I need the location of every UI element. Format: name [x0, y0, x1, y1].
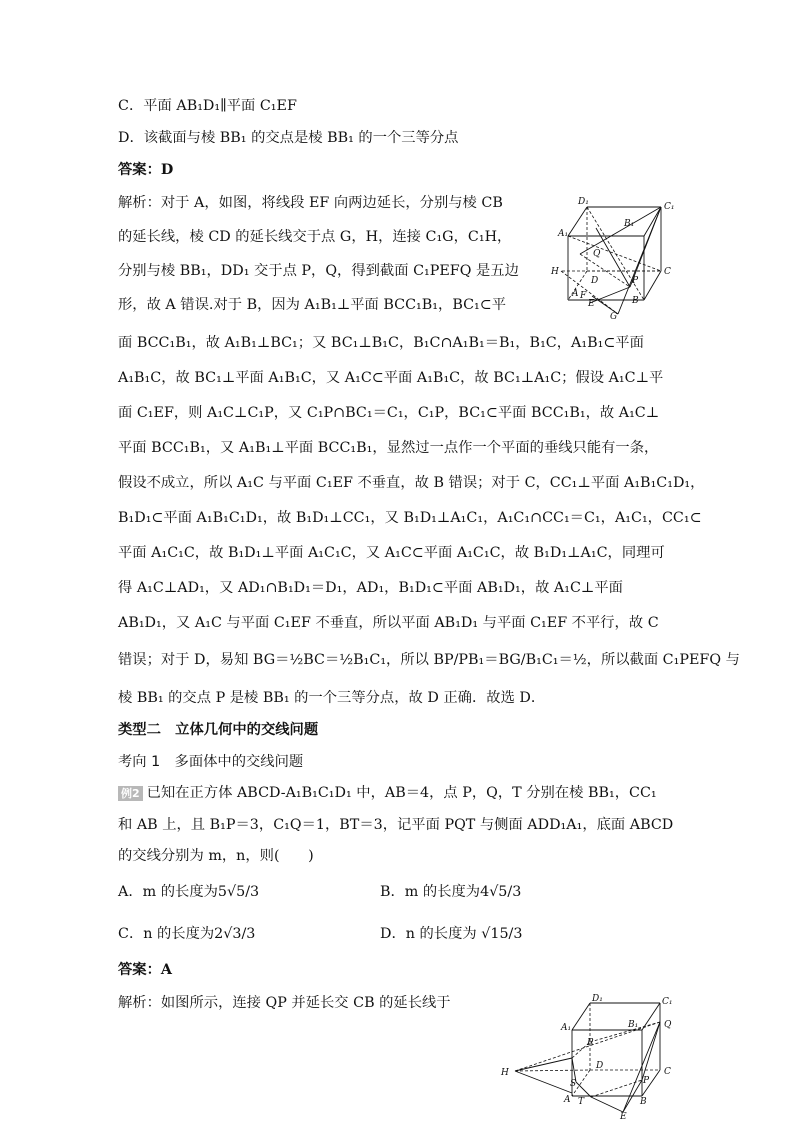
- fig2-label-b: B: [640, 1097, 647, 1107]
- option-d-text: D．该截面与棱 BB₁ 的交点是棱 BB₁ 的一个三等分点: [118, 130, 459, 146]
- solution-line-12: 得 A₁C⊥AD₁，又 AD₁∩B₁D₁＝D₁，AD₁，B₁D₁⊂平面 AB₁D₁，故 A₁C⊥平面: [118, 580, 623, 596]
- fig2-label-h: H: [501, 1068, 509, 1078]
- solution-line-13: AB₁D₁，又 A₁C 与平面 C₁EF 不垂直，所以平面 AB₁D₁ 与平面 C₁EF 不平行，故 C: [118, 615, 659, 631]
- fig1-label-c1: C₁: [664, 202, 675, 212]
- solution-2-line-1: 解析：如图所示，连接 QP 并延长交 CB 的延长线于: [118, 995, 451, 1011]
- solution-line-5: 面 BCC₁B₁，故 A₁B₁⊥BC₁；又 BC₁⊥B₁C，B₁C∩A₁B₁＝B₁，B₁C，A₁B₁⊂平面: [118, 335, 644, 351]
- solution-line-6: A₁B₁C，故 BC₁⊥平面 A₁B₁C，又 A₁C⊂平面 A₁B₁C，故 BC₁⊥A₁C；假设 A₁C⊥平: [118, 370, 664, 386]
- fig2-label-a: A: [564, 1095, 571, 1105]
- option-a: A．m 的长度为5√5/3: [118, 884, 260, 900]
- fig1-label-e: E: [588, 299, 595, 309]
- solution-line-1: 解析：对于 A，如图，将线段 EF 向两边延长，分别与棱 CB: [118, 195, 503, 211]
- fig2-label-r: R: [587, 1038, 594, 1048]
- fig2-label-q: Q: [664, 1020, 672, 1030]
- example-2-line-1: 例2 已知在正方体 ABCD-A₁B₁C₁D₁ 中，AB＝4，点 P，Q，T 分别在棱 BB₁，CC₁: [118, 783, 657, 803]
- fig1-label-c: C: [664, 267, 671, 277]
- option-d: D．n 的长度为 √15/3: [380, 926, 523, 942]
- fig2-label-p: P: [643, 1076, 650, 1086]
- option-c: C．n 的长度为2√3/3: [118, 926, 256, 942]
- answer-1: 答案：D: [118, 162, 174, 178]
- fig1-label-f: F: [580, 291, 587, 301]
- answer-2: 答案：A: [118, 962, 172, 978]
- solution-line-3: 分别与棱 BB₁，DD₁ 交于点 P，Q，得到截面 C₁PEFQ 是五边: [118, 263, 519, 279]
- solution-line-4: 形，故 A 错误.对于 B，因为 A₁B₁⊥平面 BCC₁B₁，BC₁⊂平: [118, 297, 507, 313]
- solution-line-2: 的延长线，棱 CD 的延长线交于点 G，H，连接 C₁G，C₁H，: [118, 229, 512, 245]
- solution-line-9: 假设不成立，所以 A₁C 与平面 C₁EF 不垂直，故 B 错误；对于 C，CC₁⊥平面 A₁B₁C₁D₁，: [118, 475, 705, 491]
- fig2-label-c1: C₁: [662, 997, 673, 1007]
- example-2-line-3: 的交线分别为 m，n，则( ): [118, 848, 314, 864]
- fig2-label-c: C: [664, 1067, 671, 1077]
- solution-line-10: B₁D₁⊂平面 A₁B₁C₁D₁，故 B₁D₁⊥CC₁，又 B₁D₁⊥A₁C₁，A₁C₁∩CC₁＝C₁，A₁C₁，CC₁⊂: [118, 510, 702, 526]
- cube-section-figure: [540, 190, 690, 320]
- fig1-label-d1: D₁: [578, 197, 589, 207]
- fig2-label-b1: B₁: [628, 1020, 639, 1030]
- fig1-label-g: G: [610, 312, 618, 320]
- fig1-label-b1: B₁: [624, 219, 635, 229]
- solution-line-8: 平面 BCC₁B₁，又 A₁B₁⊥平面 BCC₁B₁，显然过一点作一个平面的垂线只能有一条，: [118, 440, 659, 456]
- fig1-label-p: P: [632, 276, 639, 286]
- fig1-label-b: B: [632, 296, 639, 306]
- option-b: B．m 的长度为4√5/3: [380, 884, 522, 900]
- fig2-label-a1: A₁: [561, 1023, 572, 1033]
- cube-intersection-figure: [496, 990, 686, 1120]
- fig1-label-a1: A₁: [558, 229, 569, 239]
- fig2-label-e: E: [620, 1112, 627, 1120]
- fig1-label-a: A: [572, 289, 579, 299]
- fig1-label-h: H: [551, 267, 559, 277]
- solution-line-7: 面 C₁EF，则 A₁C⊥C₁P，又 C₁P∩BC₁＝C₁，C₁P，BC₁⊂平面 BCC₁B₁，故 A₁C⊥: [118, 405, 660, 421]
- fig2-label-d1: D₁: [592, 994, 603, 1004]
- solution-line-11: 平面 A₁C₁C，故 B₁D₁⊥平面 A₁C₁C，又 A₁C⊂平面 A₁C₁C，故 B₁D₁⊥A₁C，同理可: [118, 545, 665, 561]
- solution-line-14: 错误；对于 D，易知 BG＝½BC＝½B₁C₁，所以 BP/PB₁＝BG/B₁C₁＝½，所以截面 C₁PEFQ 与: [118, 652, 740, 668]
- fig2-label-d: D: [596, 1061, 604, 1071]
- fig2-label-s: S: [570, 1079, 577, 1089]
- section-heading: 类型二 立体几何中的交线问题: [118, 722, 319, 738]
- fig1-label-d: D: [591, 276, 599, 286]
- solution-line-15: 棱 BB₁ 的交点 P 是棱 BB₁ 的一个三等分点，故 D 正确．故选 D．: [118, 690, 546, 706]
- fig2-label-t: T: [578, 1097, 585, 1107]
- example-tag: 例2: [118, 786, 143, 801]
- fig1-label-q: Q: [593, 249, 601, 259]
- example-2-line-2: 和 AB 上，且 B₁P＝3，C₁Q＝1，BT＝3，记平面 PQT 与侧面 ADD₁A₁，底面 ABCD: [118, 817, 674, 833]
- subsection-heading: 考向 1 多面体中的交线问题: [118, 754, 304, 770]
- option-c-text: C．平面 AB₁D₁∥平面 C₁EF: [118, 98, 297, 114]
